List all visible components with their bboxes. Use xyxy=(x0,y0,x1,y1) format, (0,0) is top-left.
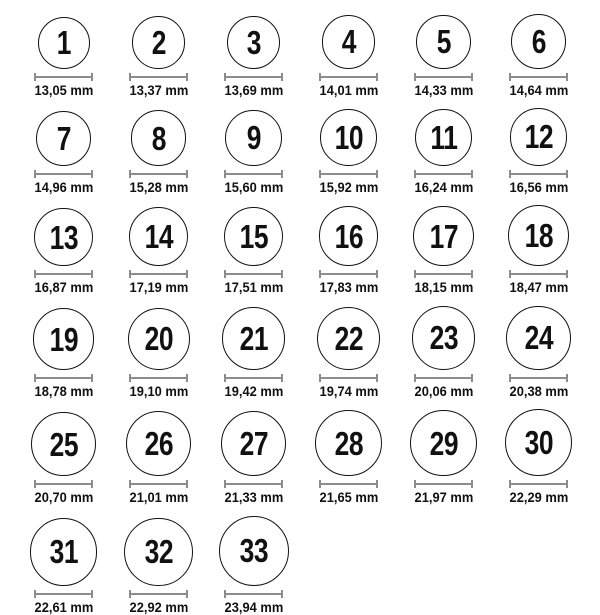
ring-size-cell xyxy=(16,412,111,506)
diameter-dimension-line xyxy=(224,270,283,278)
diameter-dimension-line xyxy=(224,73,283,81)
diameter-dimension-line xyxy=(224,374,283,382)
ring-size-number: 22 xyxy=(334,319,363,357)
ring-size-number: 2 xyxy=(151,23,166,61)
ring-diameter-label: 21,97 mm xyxy=(414,489,473,506)
ring-diameter-label: 21,33 mm xyxy=(224,489,283,506)
ring-size-cell xyxy=(111,411,206,506)
ring-size-cell xyxy=(111,110,206,195)
diameter-dimension-line xyxy=(414,270,473,278)
ring-size-cell xyxy=(491,205,586,295)
diameter-dimension-line xyxy=(129,270,188,278)
ring-circle xyxy=(131,110,187,166)
ring-circle xyxy=(33,308,95,370)
ring-size-number: 7 xyxy=(56,119,71,157)
ring-size-number: 33 xyxy=(239,532,268,570)
diameter-dimension-line xyxy=(34,590,93,598)
ring-diameter-label: 15,28 mm xyxy=(129,178,188,195)
ring-circle xyxy=(505,409,572,476)
ring-size-cell xyxy=(396,15,491,98)
ring-size-number: 20 xyxy=(144,320,173,358)
ring-size-cell xyxy=(491,306,586,399)
diameter-dimension-line xyxy=(509,374,568,382)
ring-size-number: 12 xyxy=(524,118,553,156)
ring-size-number: 3 xyxy=(246,23,261,61)
diameter-dimension-line xyxy=(319,170,378,178)
ring-circle xyxy=(126,411,191,476)
ring-circle xyxy=(34,208,92,266)
ring-diameter-label: 21,01 mm xyxy=(129,489,188,506)
ring-diameter-label: 20,38 mm xyxy=(509,382,568,399)
ring-circle xyxy=(415,109,472,166)
ring-circle xyxy=(322,15,376,69)
ring-size-cell xyxy=(396,206,491,296)
diameter-dimension-line xyxy=(129,374,188,382)
ring-size-cell xyxy=(301,410,396,506)
diameter-dimension-line xyxy=(129,590,188,598)
diameter-dimension-line xyxy=(319,270,378,278)
ring-size-number: 26 xyxy=(144,425,173,463)
ring-size-cell xyxy=(16,308,111,399)
ring-circle xyxy=(412,306,476,370)
diameter-dimension-line xyxy=(414,374,473,382)
ring-size-cell xyxy=(301,109,396,195)
diameter-dimension-line xyxy=(129,73,188,81)
ring-circle xyxy=(221,411,287,477)
ring-size-cell xyxy=(301,206,396,295)
diameter-dimension-line xyxy=(509,270,568,278)
diameter-dimension-line xyxy=(414,480,473,488)
ring-diameter-label: 13,69 mm xyxy=(224,81,283,98)
ring-circle xyxy=(410,410,477,477)
diameter-dimension-line xyxy=(509,170,568,178)
ring-diameter-label: 14,96 mm xyxy=(34,178,93,195)
ring-size-number: 18 xyxy=(524,217,553,255)
ring-circle xyxy=(129,207,188,266)
ring-diameter-label: 14,01 mm xyxy=(319,81,378,98)
ring-size-cell xyxy=(16,518,111,615)
ring-circle xyxy=(227,16,280,69)
ring-size-cell xyxy=(16,17,111,98)
ring-circle xyxy=(38,17,90,69)
ring-circle xyxy=(511,14,566,69)
diameter-dimension-line xyxy=(414,170,473,178)
ring-size-number: 16 xyxy=(334,217,363,255)
ring-diameter-label: 20,06 mm xyxy=(414,382,473,399)
diameter-dimension-line xyxy=(34,170,93,178)
ring-size-number: 14 xyxy=(144,218,173,256)
diameter-dimension-line xyxy=(34,374,93,382)
diameter-dimension-line xyxy=(319,374,378,382)
ring-size-cell xyxy=(301,15,396,98)
diameter-dimension-line xyxy=(129,480,188,488)
ring-size-cell xyxy=(206,516,301,615)
diameter-dimension-line xyxy=(224,480,283,488)
ring-diameter-label: 22,29 mm xyxy=(509,489,568,506)
ring-size-number: 17 xyxy=(429,217,458,255)
ring-diameter-label: 19,10 mm xyxy=(129,382,188,399)
ring-size-number: 31 xyxy=(49,533,78,571)
ring-circle xyxy=(132,16,185,69)
ring-size-number: 4 xyxy=(341,23,356,61)
ring-size-number: 24 xyxy=(524,319,553,357)
ring-circle xyxy=(225,110,281,166)
diameter-dimension-line xyxy=(34,73,93,81)
ring-size-number: 19 xyxy=(49,320,78,358)
diameter-dimension-line xyxy=(319,480,378,488)
ring-diameter-label: 19,74 mm xyxy=(319,382,378,399)
ring-size-number: 1 xyxy=(56,24,71,62)
ring-size-number: 23 xyxy=(429,319,458,357)
ring-diameter-label: 17,19 mm xyxy=(129,279,188,296)
ring-size-cell xyxy=(491,409,586,506)
ring-size-cell xyxy=(491,108,586,195)
ring-size-cell xyxy=(301,307,396,399)
ring-size-number: 5 xyxy=(436,23,451,61)
ring-diameter-label: 19,42 mm xyxy=(224,382,283,399)
ring-circle xyxy=(36,111,91,166)
ring-circle xyxy=(416,15,470,69)
ring-size-cell xyxy=(396,306,491,399)
ring-size-number: 10 xyxy=(334,118,363,156)
ring-diameter-label: 22,92 mm xyxy=(129,598,188,615)
ring-size-cell xyxy=(396,109,491,196)
ring-circle xyxy=(315,410,381,476)
ring-size-cell xyxy=(16,111,111,196)
ring-circle xyxy=(319,206,379,266)
ring-circle xyxy=(224,207,283,266)
ring-diameter-label: 21,65 mm xyxy=(319,489,378,506)
ring-size-number: 8 xyxy=(151,119,166,157)
ring-size-number: 9 xyxy=(246,119,261,157)
ring-circle xyxy=(124,518,192,586)
ring-size-cell xyxy=(396,410,491,506)
ring-circle xyxy=(128,308,190,370)
diameter-dimension-line xyxy=(319,73,378,81)
ring-diameter-label: 13,37 mm xyxy=(129,81,188,98)
ring-size-number: 11 xyxy=(429,118,458,156)
ring-diameter-label: 18,15 mm xyxy=(414,279,473,296)
ring-size-cell xyxy=(206,110,301,196)
ring-size-number: 29 xyxy=(429,424,458,462)
ring-diameter-label: 18,47 mm xyxy=(509,279,568,296)
ring-circle xyxy=(413,206,473,266)
diameter-dimension-line xyxy=(224,170,283,178)
ring-size-number: 32 xyxy=(144,533,173,571)
diameter-dimension-line xyxy=(414,73,473,81)
ring-diameter-label: 18,78 mm xyxy=(34,382,93,399)
ring-diameter-label: 15,92 mm xyxy=(319,178,378,195)
ring-circle xyxy=(317,307,380,370)
ring-circle xyxy=(508,205,569,266)
ring-diameter-label: 13,05 mm xyxy=(34,81,93,98)
ring-size-number: 28 xyxy=(334,424,363,462)
ring-diameter-label: 17,83 mm xyxy=(319,279,378,296)
ring-size-cell xyxy=(16,208,111,296)
ring-diameter-label: 22,61 mm xyxy=(34,598,93,615)
diameter-dimension-line xyxy=(224,590,283,598)
ring-circle xyxy=(31,412,96,477)
ring-size-number: 6 xyxy=(531,22,546,60)
diameter-dimension-line xyxy=(509,73,568,81)
diameter-dimension-line xyxy=(509,480,568,488)
ring-size-number: 25 xyxy=(49,425,78,463)
ring-size-cell xyxy=(111,518,206,615)
ring-size-cell xyxy=(206,207,301,296)
ring-circle xyxy=(506,306,570,370)
ring-diameter-label: 23,94 mm xyxy=(224,598,283,615)
ring-size-cell xyxy=(111,308,206,399)
ring-circle xyxy=(222,307,285,370)
diameter-dimension-line xyxy=(34,270,93,278)
ring-size-cell xyxy=(111,207,206,295)
ring-diameter-label: 14,33 mm xyxy=(414,81,473,98)
ring-circle xyxy=(219,516,289,586)
ring-size-number: 15 xyxy=(239,218,268,256)
ring-size-cell xyxy=(206,307,301,399)
ring-diameter-label: 20,70 mm xyxy=(34,489,93,506)
ring-diameter-label: 16,24 mm xyxy=(414,178,473,195)
diameter-dimension-line xyxy=(34,480,93,488)
ring-size-cell xyxy=(206,16,301,98)
ring-size-number: 30 xyxy=(524,424,553,462)
diameter-dimension-line xyxy=(129,170,188,178)
ring-circle xyxy=(30,518,98,586)
ring-diameter-label: 16,56 mm xyxy=(509,178,568,195)
ring-size-cell xyxy=(111,16,206,98)
ring-diameter-label: 15,60 mm xyxy=(224,178,283,195)
ring-diameter-label: 17,51 mm xyxy=(224,279,283,296)
ring-circle xyxy=(510,108,568,166)
ring-size-cell xyxy=(206,411,301,506)
ring-size-number: 21 xyxy=(239,320,268,357)
ring-size-number: 27 xyxy=(239,425,268,463)
ring-size-number: 13 xyxy=(49,218,78,256)
ring-diameter-label: 14,64 mm xyxy=(509,81,568,98)
ring-diameter-label: 16,87 mm xyxy=(34,279,93,296)
ring-size-cell xyxy=(491,14,586,98)
ring-circle xyxy=(320,109,377,166)
